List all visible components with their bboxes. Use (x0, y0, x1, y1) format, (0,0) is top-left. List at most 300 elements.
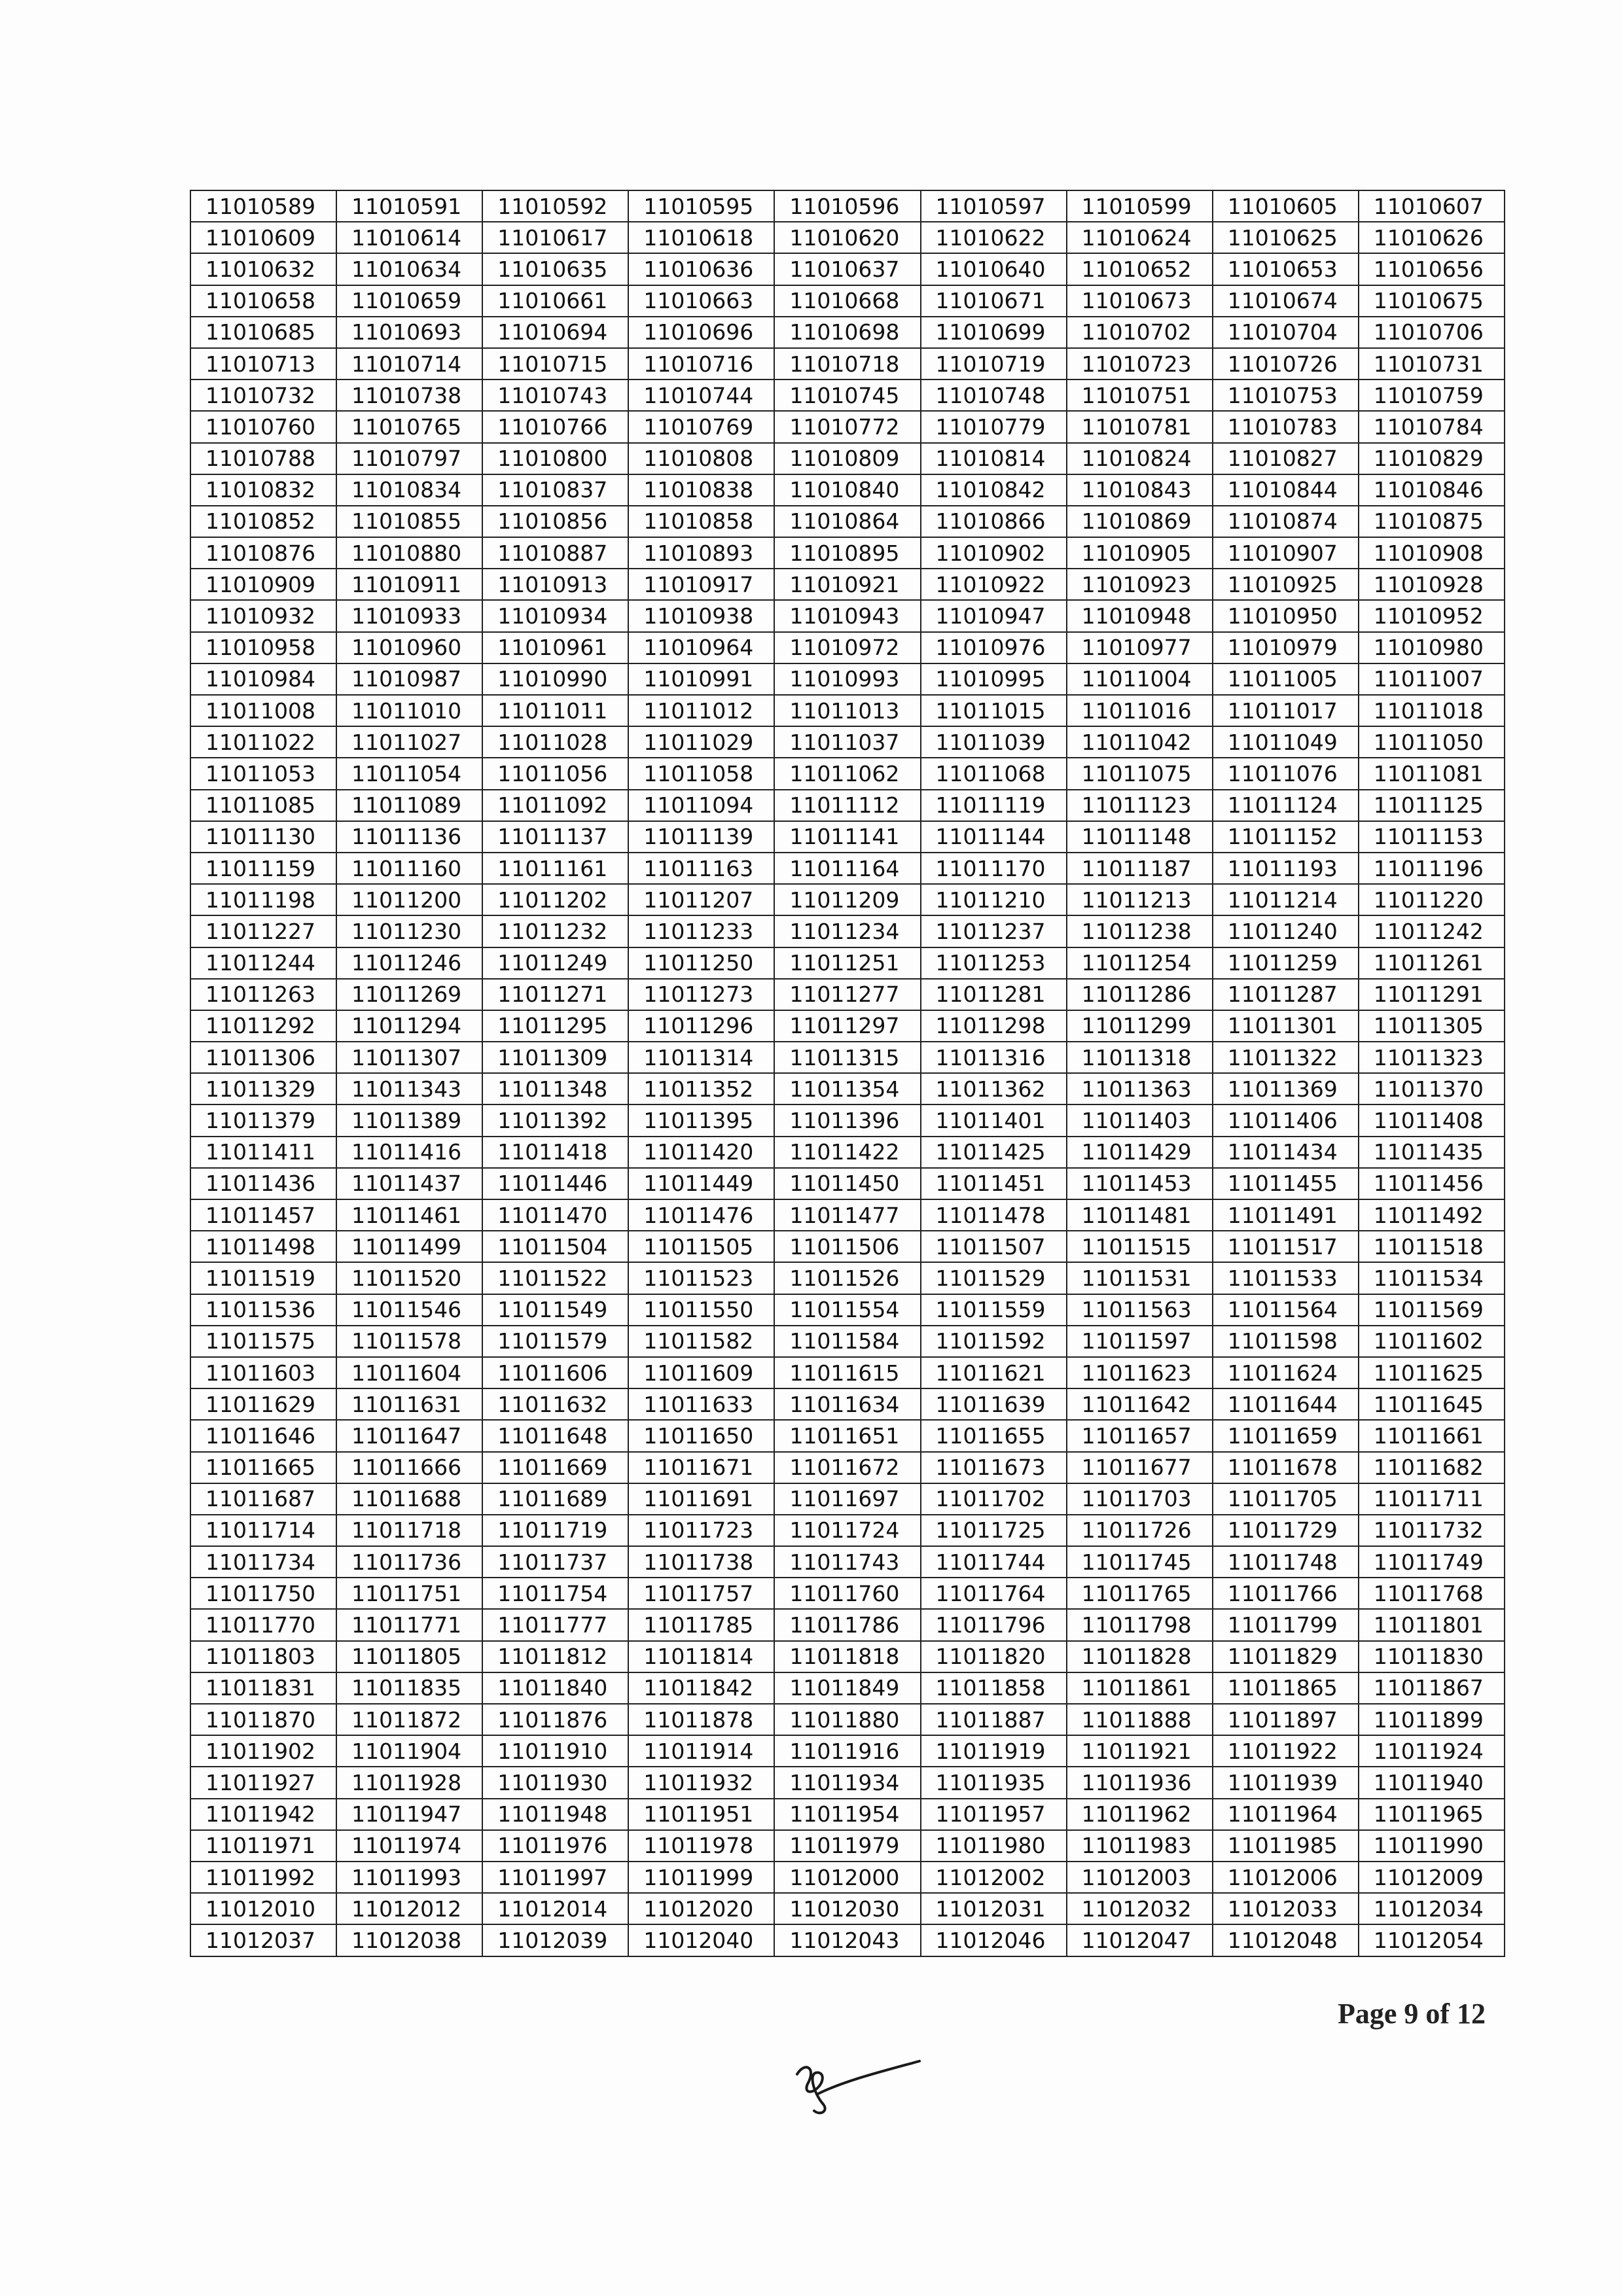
table-cell: 11010781 (1067, 411, 1213, 442)
table-cell: 11010832 (190, 474, 336, 506)
table-cell: 11011005 (1213, 663, 1359, 695)
table-cell: 11010723 (1067, 348, 1213, 380)
table-cell: 11011291 (1359, 979, 1505, 1010)
table-cell: 11012048 (1213, 1924, 1359, 1956)
table-cell: 11011942 (190, 1799, 336, 1830)
table-cell: 11011655 (921, 1420, 1067, 1451)
table-cell: 11011737 (482, 1546, 628, 1578)
table-cell: 11011451 (921, 1168, 1067, 1199)
table-row (190, 253, 1505, 285)
table-cell: 11011743 (774, 1546, 920, 1578)
table-cell: 11011013 (774, 695, 920, 726)
table-row (190, 411, 1505, 442)
table-cell: 11011160 (336, 853, 482, 884)
table-cell: 11011477 (774, 1199, 920, 1231)
table-cell: 11010797 (336, 443, 482, 474)
table-cell: 11011724 (774, 1515, 920, 1546)
table-cell: 11011634 (774, 1388, 920, 1420)
table-row (190, 1231, 1505, 1262)
table-cell: 11011644 (1213, 1388, 1359, 1420)
table-cell: 11011922 (1213, 1735, 1359, 1767)
table-row (190, 1924, 1505, 1956)
table-cell: 11011962 (1067, 1799, 1213, 1830)
table-cell: 11011011 (482, 695, 628, 726)
table-cell: 11011669 (482, 1452, 628, 1483)
table-cell: 11011993 (336, 1862, 482, 1893)
table-cell: 11011461 (336, 1199, 482, 1231)
table-cell: 11011760 (774, 1578, 920, 1609)
table-cell: 11011476 (628, 1199, 774, 1231)
table-cell: 11011546 (336, 1294, 482, 1326)
table-cell: 11010979 (1213, 632, 1359, 663)
table-cell: 11010738 (336, 380, 482, 411)
table-cell: 11011249 (482, 947, 628, 979)
table-cell: 11011238 (1067, 915, 1213, 947)
table-row (190, 222, 1505, 253)
table-cell: 11011666 (336, 1452, 482, 1483)
table-row (190, 348, 1505, 380)
table-cell: 11011076 (1213, 758, 1359, 789)
table-cell: 11011403 (1067, 1104, 1213, 1136)
table-cell: 11010698 (774, 317, 920, 348)
table-cell: 11011711 (1359, 1483, 1505, 1515)
table-cell: 11010902 (921, 537, 1067, 569)
table-row (190, 1830, 1505, 1862)
table-cell: 11011246 (336, 947, 482, 979)
table-row (190, 569, 1505, 600)
table-cell: 11010751 (1067, 380, 1213, 411)
table-cell: 11011564 (1213, 1294, 1359, 1326)
table-cell: 11011193 (1213, 853, 1359, 884)
table-cell: 11011187 (1067, 853, 1213, 884)
table-cell: 11010784 (1359, 411, 1505, 442)
table-cell: 11011125 (1359, 790, 1505, 821)
table-cell: 11011039 (921, 726, 1067, 758)
table-cell: 11010589 (190, 190, 336, 222)
table-cell: 11010634 (336, 253, 482, 285)
table-cell: 11011141 (774, 821, 920, 853)
table-cell: 11011983 (1067, 1830, 1213, 1862)
table-cell: 11010605 (1213, 190, 1359, 222)
table-cell: 11011396 (774, 1104, 920, 1136)
table-cell: 11011932 (628, 1767, 774, 1798)
table-cell: 11011230 (336, 915, 482, 947)
table-cell: 11011395 (628, 1104, 774, 1136)
table-cell: 11011603 (190, 1357, 336, 1388)
table-cell: 11011979 (774, 1830, 920, 1862)
table-cell: 11010852 (190, 506, 336, 537)
table-cell: 11011263 (190, 979, 336, 1010)
table-cell: 11011499 (336, 1231, 482, 1262)
table-cell: 11011124 (1213, 790, 1359, 821)
table-cell: 11011935 (921, 1767, 1067, 1798)
table-cell: 11010875 (1359, 506, 1505, 537)
table-cell: 11010765 (336, 411, 482, 442)
table-cell: 11010620 (774, 222, 920, 253)
table-row (190, 1073, 1505, 1104)
table-cell: 11010592 (482, 190, 628, 222)
table-cell: 11010591 (336, 190, 482, 222)
table-cell: 11011232 (482, 915, 628, 947)
table-row (190, 1515, 1505, 1546)
table-cell: 11011370 (1359, 1073, 1505, 1104)
table-row (190, 695, 1505, 726)
table-cell: 11011112 (774, 790, 920, 821)
table-cell: 11012040 (628, 1924, 774, 1956)
table-cell: 11011299 (1067, 1010, 1213, 1042)
table-row (190, 821, 1505, 853)
table-cell: 11011492 (1359, 1199, 1505, 1231)
table-cell: 11011849 (774, 1672, 920, 1704)
table-cell: 11011632 (482, 1388, 628, 1420)
table-cell: 11011028 (482, 726, 628, 758)
table-cell: 11011718 (336, 1515, 482, 1546)
table-cell: 11010668 (774, 285, 920, 317)
table-cell: 11011582 (628, 1326, 774, 1357)
table-cell: 11011624 (1213, 1357, 1359, 1388)
table-cell: 11011985 (1213, 1830, 1359, 1862)
table-cell: 11011615 (774, 1357, 920, 1388)
table-cell: 11010844 (1213, 474, 1359, 506)
signature-mark (785, 2048, 923, 2133)
table-cell: 11012020 (628, 1893, 774, 1924)
table-cell: 11011872 (336, 1704, 482, 1735)
table-cell: 11010706 (1359, 317, 1505, 348)
table-cell: 11011053 (190, 758, 336, 789)
table-row (190, 1799, 1505, 1830)
table-cell: 11010624 (1067, 222, 1213, 253)
table-cell: 11011253 (921, 947, 1067, 979)
table-cell: 11010675 (1359, 285, 1505, 317)
table-cell: 11010632 (190, 253, 336, 285)
table-cell: 11011294 (336, 1010, 482, 1042)
table-cell: 11010685 (190, 317, 336, 348)
table-cell: 11011081 (1359, 758, 1505, 789)
table-cell: 11012006 (1213, 1862, 1359, 1893)
table-cell: 11010618 (628, 222, 774, 253)
table-cell: 11011764 (921, 1578, 1067, 1609)
table-cell: 11010984 (190, 663, 336, 695)
table-row (190, 443, 1505, 474)
table-cell: 11011629 (190, 1388, 336, 1420)
table-cell: 11010671 (921, 285, 1067, 317)
table-cell: 11012031 (921, 1893, 1067, 1924)
table-cell: 11011261 (1359, 947, 1505, 979)
table-row (190, 190, 1505, 222)
table-cell: 11011457 (190, 1199, 336, 1231)
table-cell: 11012003 (1067, 1862, 1213, 1893)
table-cell: 11011498 (190, 1231, 336, 1262)
table-cell: 11010609 (190, 222, 336, 253)
table-cell: 11011691 (628, 1483, 774, 1515)
table-cell: 11011309 (482, 1042, 628, 1073)
table-cell: 11010597 (921, 190, 1067, 222)
table-cell: 11011904 (336, 1735, 482, 1767)
table-cell: 11010636 (628, 253, 774, 285)
table-cell: 11011123 (1067, 790, 1213, 821)
table-cell: 11011518 (1359, 1231, 1505, 1262)
table-cell: 11011910 (482, 1735, 628, 1767)
table-cell: 11011927 (190, 1767, 336, 1798)
table-cell: 11011455 (1213, 1168, 1359, 1199)
table-cell: 11010656 (1359, 253, 1505, 285)
table-cell: 11011671 (628, 1452, 774, 1483)
table-cell: 11010753 (1213, 380, 1359, 411)
table-cell: 11010637 (774, 253, 920, 285)
table-cell: 11011207 (628, 884, 774, 915)
table-cell: 11010713 (190, 348, 336, 380)
table-cell: 11010772 (774, 411, 920, 442)
table-cell: 11010911 (336, 569, 482, 600)
table-cell: 11011287 (1213, 979, 1359, 1010)
table-cell: 11011322 (1213, 1042, 1359, 1073)
table-cell: 11010607 (1359, 190, 1505, 222)
table-cell: 11011130 (190, 821, 336, 853)
table-row (190, 1010, 1505, 1042)
table-cell: 11010714 (336, 348, 482, 380)
table-row (190, 1704, 1505, 1735)
table-cell: 11011534 (1359, 1262, 1505, 1294)
table-row (190, 285, 1505, 317)
table-cell: 11010748 (921, 380, 1067, 411)
table-cell: 11011621 (921, 1357, 1067, 1388)
table-cell: 11011422 (774, 1137, 920, 1168)
table-cell: 11010827 (1213, 443, 1359, 474)
table-cell: 11011609 (628, 1357, 774, 1388)
table-cell: 11010779 (921, 411, 1067, 442)
table-cell: 11011578 (336, 1326, 482, 1357)
table-cell: 11010960 (336, 632, 482, 663)
table-cell: 11010658 (190, 285, 336, 317)
table-cell: 11010769 (628, 411, 774, 442)
table-cell: 11010972 (774, 632, 920, 663)
table-cell: 11010987 (336, 663, 482, 695)
table-cell: 11011928 (336, 1767, 482, 1798)
table-cell: 11011015 (921, 695, 1067, 726)
table-cell: 11011329 (190, 1073, 336, 1104)
table-cell: 11010908 (1359, 537, 1505, 569)
table-cell: 11011037 (774, 726, 920, 758)
table-cell: 11012047 (1067, 1924, 1213, 1956)
table-cell: 11010947 (921, 600, 1067, 631)
table-cell: 11010934 (482, 600, 628, 631)
table-cell: 11011161 (482, 853, 628, 884)
table-cell: 11011316 (921, 1042, 1067, 1073)
page-number: Page 9 of 12 (1337, 1998, 1486, 2030)
table-cell: 11011139 (628, 821, 774, 853)
table-row (190, 1862, 1505, 1893)
table-cell: 11011254 (1067, 947, 1213, 979)
table-cell: 11010921 (774, 569, 920, 600)
table-cell: 11010923 (1067, 569, 1213, 600)
table-cell: 11011597 (1067, 1326, 1213, 1357)
table-cell: 11011170 (921, 853, 1067, 884)
table-row (190, 1893, 1505, 1924)
table-cell: 11010744 (628, 380, 774, 411)
table-cell: 11011642 (1067, 1388, 1213, 1420)
table-cell: 11011271 (482, 979, 628, 1010)
table-cell: 11011648 (482, 1420, 628, 1451)
table-row (190, 979, 1505, 1010)
table-cell: 11011049 (1213, 726, 1359, 758)
table-cell: 11011919 (921, 1735, 1067, 1767)
table-cell: 11011010 (336, 695, 482, 726)
table-cell: 11011888 (1067, 1704, 1213, 1735)
table-cell: 11011163 (628, 853, 774, 884)
table-row (190, 600, 1505, 631)
table-cell: 11011748 (1213, 1546, 1359, 1578)
table-cell: 11011559 (921, 1294, 1067, 1326)
table-cell: 11010599 (1067, 190, 1213, 222)
table-cell: 11011392 (482, 1104, 628, 1136)
table-cell: 11010704 (1213, 317, 1359, 348)
table-cell: 11010783 (1213, 411, 1359, 442)
table-cell: 11011744 (921, 1546, 1067, 1578)
table-row (190, 537, 1505, 569)
table-cell: 11011870 (190, 1704, 336, 1735)
table-cell: 11010976 (921, 632, 1067, 663)
table-cell: 11011491 (1213, 1199, 1359, 1231)
table-cell: 11010626 (1359, 222, 1505, 253)
table-cell: 11010893 (628, 537, 774, 569)
table-cell: 11010788 (190, 443, 336, 474)
table-cell: 11011651 (774, 1420, 920, 1451)
table-cell: 11011297 (774, 1010, 920, 1042)
table-cell: 11011234 (774, 915, 920, 947)
table-cell: 11011729 (1213, 1515, 1359, 1546)
table-cell: 11011505 (628, 1231, 774, 1262)
table-cell: 11011550 (628, 1294, 774, 1326)
table-cell: 11011148 (1067, 821, 1213, 853)
table-cell: 11011714 (190, 1515, 336, 1546)
table-cell: 11010952 (1359, 600, 1505, 631)
table-cell: 11011406 (1213, 1104, 1359, 1136)
table-cell: 11012014 (482, 1893, 628, 1924)
table-cell: 11011292 (190, 1010, 336, 1042)
table-cell: 11011449 (628, 1168, 774, 1199)
table-cell: 11011144 (921, 821, 1067, 853)
table-cell: 11011633 (628, 1388, 774, 1420)
table-row (190, 1199, 1505, 1231)
table-cell: 11011434 (1213, 1137, 1359, 1168)
table-cell: 11011507 (921, 1231, 1067, 1262)
table-cell: 11011453 (1067, 1168, 1213, 1199)
table-cell: 11011957 (921, 1799, 1067, 1830)
table-cell: 11012000 (774, 1862, 920, 1893)
table-row (190, 1546, 1505, 1578)
table-cell: 11011136 (336, 821, 482, 853)
table-cell: 11011880 (774, 1704, 920, 1735)
table-cell: 11012038 (336, 1924, 482, 1956)
table-cell: 11011705 (1213, 1483, 1359, 1515)
table-cell: 11011536 (190, 1294, 336, 1326)
table-cell: 11011639 (921, 1388, 1067, 1420)
table-cell: 11012010 (190, 1893, 336, 1924)
table-cell: 11011672 (774, 1452, 920, 1483)
table-row (190, 1767, 1505, 1798)
table-cell: 11011242 (1359, 915, 1505, 947)
table-cell: 11011352 (628, 1073, 774, 1104)
table-cell: 11011688 (336, 1483, 482, 1515)
table-cell: 11011964 (1213, 1799, 1359, 1830)
table-cell: 11010938 (628, 600, 774, 631)
table-cell: 11010743 (482, 380, 628, 411)
table-cell: 11011348 (482, 1073, 628, 1104)
table-cell: 11012037 (190, 1924, 336, 1956)
table-cell: 11011220 (1359, 884, 1505, 915)
table-cell: 11011075 (1067, 758, 1213, 789)
table-cell: 11011831 (190, 1672, 336, 1704)
table-cell: 11011068 (921, 758, 1067, 789)
table-row (190, 1137, 1505, 1168)
table-cell: 11011017 (1213, 695, 1359, 726)
table-cell: 11010909 (190, 569, 336, 600)
table-cell: 11010829 (1359, 443, 1505, 474)
table-cell: 11011631 (336, 1388, 482, 1420)
table-row (190, 1104, 1505, 1136)
roll-number-table (190, 190, 1505, 1957)
table-cell: 11011056 (482, 758, 628, 789)
table-cell: 11011401 (921, 1104, 1067, 1136)
table-cell: 11011343 (336, 1073, 482, 1104)
table-cell: 11011777 (482, 1609, 628, 1640)
table-cell: 11011029 (628, 726, 774, 758)
table-cell: 11012043 (774, 1924, 920, 1956)
table-cell: 11011004 (1067, 663, 1213, 695)
table-cell: 11011198 (190, 884, 336, 915)
table-cell: 11011137 (482, 821, 628, 853)
table-cell: 11011233 (628, 915, 774, 947)
table-cell: 11011992 (190, 1862, 336, 1893)
table-cell: 11010696 (628, 317, 774, 348)
table-cell: 11011657 (1067, 1420, 1213, 1451)
table-cell: 11011754 (482, 1578, 628, 1609)
table-cell: 11011277 (774, 979, 920, 1010)
table-cell: 11011897 (1213, 1704, 1359, 1735)
table-cell: 11011818 (774, 1641, 920, 1672)
table-cell: 11010745 (774, 380, 920, 411)
table-cell: 11011745 (1067, 1546, 1213, 1578)
table-cell: 11011606 (482, 1357, 628, 1388)
table-cell: 11012012 (336, 1893, 482, 1924)
table-cell: 11010716 (628, 348, 774, 380)
table-cell: 11010625 (1213, 222, 1359, 253)
table-cell: 11011085 (190, 790, 336, 821)
table-cell: 11011295 (482, 1010, 628, 1042)
table-cell: 11010943 (774, 600, 920, 631)
table-cell: 11011504 (482, 1231, 628, 1262)
table-cell: 11011965 (1359, 1799, 1505, 1830)
table-cell: 11011520 (336, 1262, 482, 1294)
table-cell: 11011916 (774, 1735, 920, 1767)
table-cell: 11011940 (1359, 1767, 1505, 1798)
table-row (190, 853, 1505, 884)
table-cell: 11011269 (336, 979, 482, 1010)
table-row (190, 726, 1505, 758)
table-cell: 11011786 (774, 1609, 920, 1640)
table-cell: 11010977 (1067, 632, 1213, 663)
table-cell: 11011213 (1067, 884, 1213, 915)
table-cell: 11011506 (774, 1231, 920, 1262)
table-cell: 11011796 (921, 1609, 1067, 1640)
table-cell: 11011008 (190, 695, 336, 726)
table-cell: 11011665 (190, 1452, 336, 1483)
table-cell: 11011436 (190, 1168, 336, 1199)
table-cell: 11010718 (774, 348, 920, 380)
table-cell: 11011602 (1359, 1326, 1505, 1357)
table-cell: 11011408 (1359, 1104, 1505, 1136)
table-row (190, 474, 1505, 506)
